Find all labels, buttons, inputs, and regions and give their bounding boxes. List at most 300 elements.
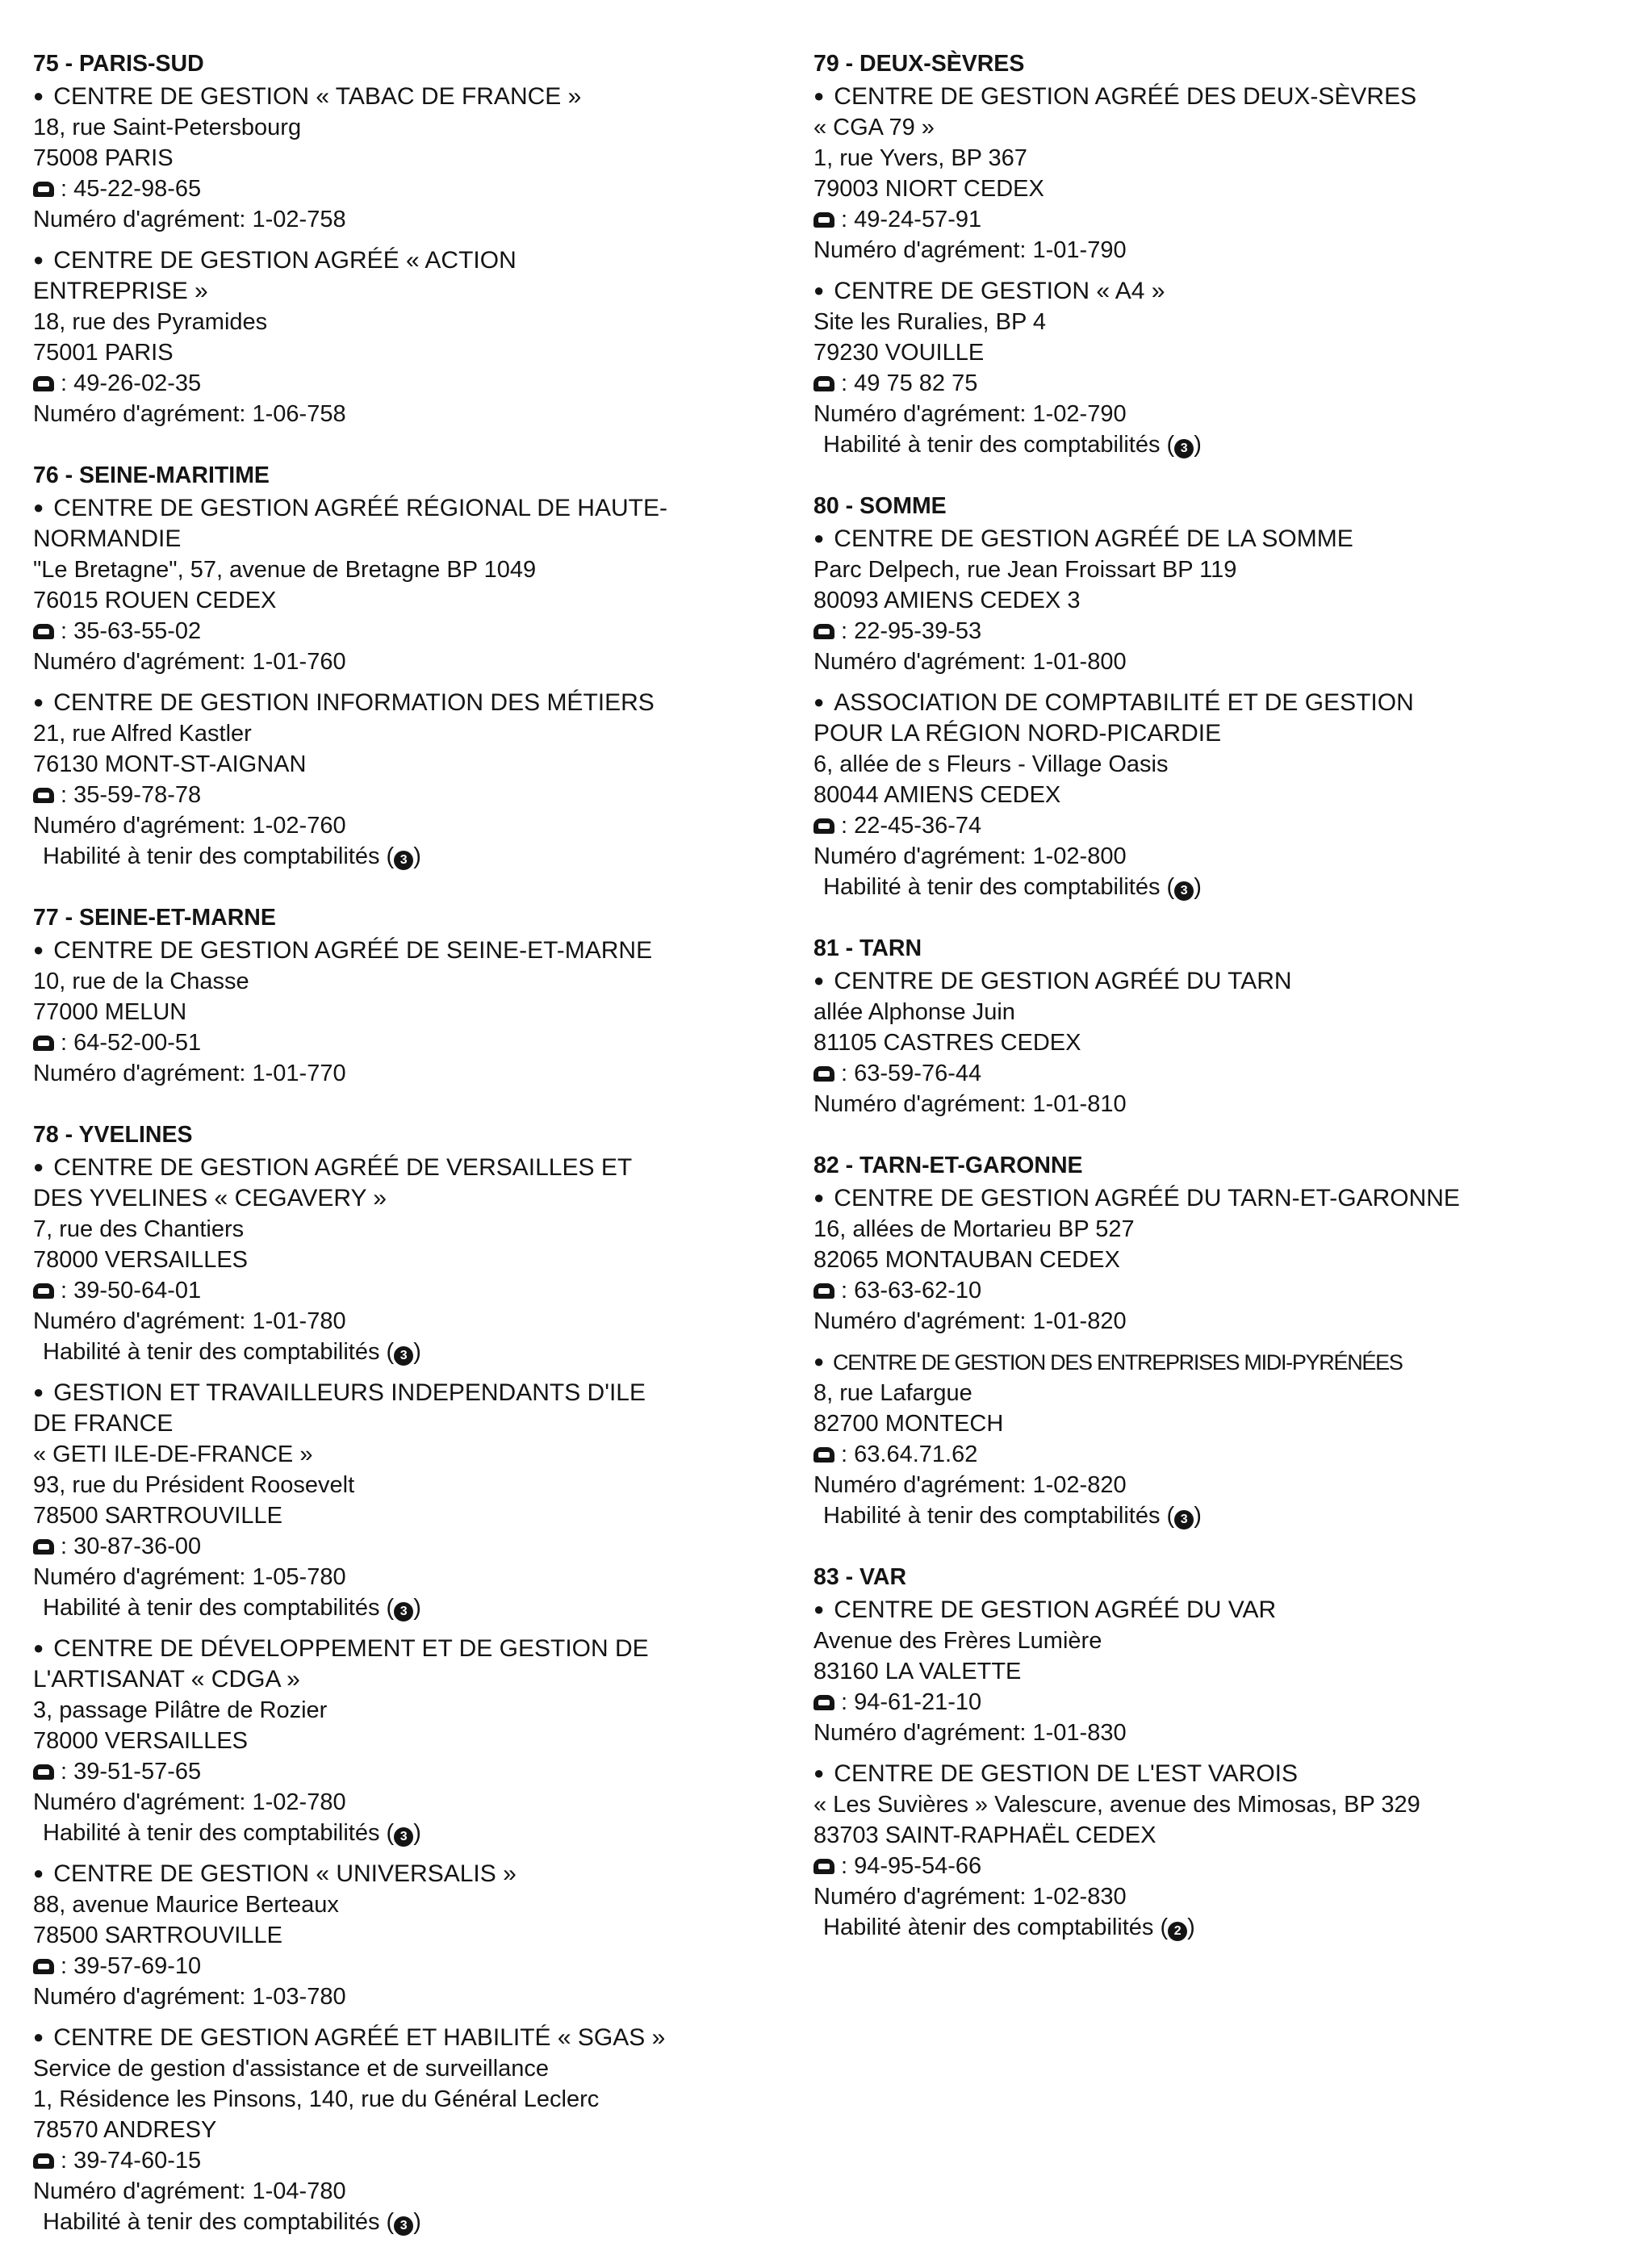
address-line: 78570 ANDRESY [33,2117,217,2143]
phone-separator: : [841,207,855,232]
phone-line [33,1951,792,1981]
phone-line [33,368,792,399]
telephone-icon [814,1859,834,1874]
center-name-continued: DES YVELINES « CEGAVERY » [33,1185,387,1211]
habilite-close: ) [413,843,421,869]
phone-line [33,1756,792,1787]
habilite-close: ) [1194,1503,1202,1529]
agrement-number: 1-01-810 [1032,1091,1127,1117]
center-entry [33,687,792,872]
center-name-text: CENTRE DE DÉVELOPPEMENT ET DE GESTION DE [53,1635,649,1662]
department-title: 75 - PARIS-SUD [33,51,204,77]
agrement-number: 1-02-790 [1032,401,1127,427]
address-line: 88, avenue Maurice Berteaux [33,1892,339,1918]
department-title: 80 - SOMME [814,493,947,519]
circled-number-icon: 3 [394,1602,413,1621]
bullet-icon: ● [814,1599,825,1619]
telephone-icon [33,2153,54,2169]
phone-line [814,1275,1600,1306]
phone-number: 35-59-78-78 [73,782,202,808]
department-section [814,48,1600,460]
habilite-text: Habilité à tenir des comptabilités ( [43,1820,395,1846]
bullet-icon: ● [33,1382,44,1402]
center-name-text: CENTRE DE GESTION AGRÉÉ DU TARN-ET-GARONNE [834,1185,1460,1211]
phone-separator: : [841,813,855,839]
center-name [33,1858,792,1889]
center-entry [814,1182,1600,1337]
bullet-icon: ● [814,692,825,712]
habilite-close: ) [413,1339,421,1365]
phone-line [814,1058,1600,1089]
phone-line [814,616,1600,647]
center-name [814,275,1600,307]
department-title: 81 - TARN [814,935,922,961]
department-section [33,902,792,1089]
phone-line [814,810,1600,841]
agrement-number: 1-02-820 [1032,1472,1127,1498]
telephone-icon [33,1764,54,1780]
bullet-icon: ● [33,692,44,712]
address-line: 76130 MONT-ST-AIGNAN [33,751,307,777]
phone-separator: : [61,1953,74,1979]
agrement-label: Numéro d'agrément: [814,843,1033,869]
center-name [33,687,792,718]
telephone-icon [33,376,54,391]
telephone-icon [814,376,834,391]
agrement-label: Numéro d'agrément: [814,1308,1033,1334]
center-entry [814,523,1600,677]
center-name-continued: ENTREPRISE » [33,278,208,304]
agrement-number: 1-01-830 [1032,1720,1127,1746]
bullet-icon: ● [33,86,44,106]
address-line: « Les Suvières » Valescure, avenue des Mimosas, BP 329 [814,1792,1420,1818]
phone-separator: : [841,370,855,396]
bullet-icon: ● [814,1187,825,1207]
telephone-icon [814,1066,834,1082]
telephone-icon [33,182,54,197]
agrement-line [33,810,792,841]
agrement-number: 1-01-760 [252,649,346,675]
department-section [33,1119,792,2237]
agrement-label: Numéro d'agrément: [814,1091,1033,1117]
telephone-icon [33,624,54,639]
agrement-line [33,1058,792,1089]
center-name-text: CENTRE DE GESTION AGRÉÉ DE SEINE-ET-MARNE [53,937,653,964]
agrement-number: 1-03-780 [252,1984,346,2010]
circled-number-icon: 3 [1174,881,1194,901]
habilite-text: Habilité à tenir des comptabilités ( [823,874,1175,900]
center-entry [33,492,792,677]
center-name [814,1758,1600,1789]
agrement-line [814,399,1600,429]
address-line: 1, Résidence les Pinsons, 140, rue du Général Leclerc [33,2086,600,2112]
agrement-line [814,841,1600,872]
agrement-label: Numéro d'agrément: [814,649,1033,675]
department-title: 82 - TARN-ET-GARONNE [814,1153,1083,1178]
left-column [33,48,792,2268]
center-name [33,492,792,524]
agrement-line [33,1787,792,1818]
center-name [814,1346,1600,1378]
habilite-line [33,1592,792,1623]
agrement-line [33,2176,792,2207]
phone-separator: : [841,1442,855,1467]
circled-number-icon: 3 [394,1346,413,1366]
agrement-line [33,1562,792,1592]
department-section [33,48,792,429]
agrement-label: Numéro d'agrément: [33,813,253,839]
address-line: 6, allée de s Fleurs - Village Oasis [814,751,1169,777]
address-line: 76015 ROUEN CEDEX [33,588,277,613]
phone-separator: : [841,1853,855,1879]
habilite-text: Habilité à tenir des comptabilités ( [43,1595,395,1621]
agrement-label: Numéro d'agrément: [33,2178,253,2204]
address-line: 1, rue Yvers, BP 367 [814,145,1027,171]
agrement-line [33,204,792,235]
center-name-text: GESTION ET TRAVAILLEURS INDEPENDANTS D'ILE [53,1379,646,1406]
right-column [814,48,1600,1973]
center-entry [814,1594,1600,1748]
center-entry [814,1346,1600,1531]
agrement-line [814,235,1600,266]
habilite-text: Habilité àtenir des comptabilités ( [823,1914,1169,1940]
agrement-number: 1-02-830 [1032,1884,1127,1910]
agrement-line [814,1089,1600,1119]
habilite-line [814,872,1600,902]
address-line: 78000 VERSAILLES [33,1728,249,1754]
center-entry [814,965,1600,1119]
center-entry [814,687,1600,902]
address-line: 78500 SARTROUVILLE [33,1503,282,1529]
center-name [33,2022,792,2053]
center-name [33,935,792,966]
center-entry [33,81,792,235]
address-line: 78000 VERSAILLES [33,1247,249,1273]
phone-number: 63-59-76-44 [854,1061,982,1086]
bullet-icon: ● [814,528,825,548]
circled-number-icon: 3 [1174,439,1194,458]
address-line: 75001 PARIS [33,340,174,366]
phone-number: 45-22-98-65 [73,176,202,202]
agrement-line [814,1306,1600,1337]
center-name [33,1152,792,1183]
habilite-text: Habilité à tenir des comptabilités ( [823,432,1175,458]
circled-number-icon: 3 [394,851,413,870]
address-line: 16, allées de Mortarieu BP 527 [814,1216,1135,1242]
department-section [33,460,792,872]
center-name-continued: DE FRANCE [33,1410,174,1437]
address-line: allée Alphonse Juin [814,999,1015,1025]
center-name-text: CENTRE DE GESTION AGRÉÉ DES DEUX-SÈVRES [834,83,1417,110]
bullet-icon: ● [33,497,44,517]
address-line: 21, rue Alfred Kastler [33,721,252,747]
address-line: Avenue des Frères Lumière [814,1628,1102,1654]
phone-line [814,1439,1600,1470]
department-title: 83 - VAR [814,1564,907,1590]
phone-number: 39-50-64-01 [73,1278,202,1303]
department-section [814,491,1600,902]
agrement-line [33,1306,792,1337]
circled-number-icon: 3 [1174,1510,1194,1529]
center-name [814,965,1600,997]
department-title: 79 - DEUX-SÈVRES [814,51,1025,77]
habilite-line [814,1500,1600,1531]
telephone-icon [33,1959,54,1974]
habilite-line [33,2207,792,2237]
agrement-label: Numéro d'agrément: [814,1472,1033,1498]
habilite-close: ) [1187,1914,1195,1940]
center-name-text: CENTRE DE GESTION AGRÉÉ DE LA SOMME [834,525,1353,552]
phone-number: 30-87-36-00 [73,1534,202,1559]
phone-line [814,368,1600,399]
center-entry [33,935,792,1089]
telephone-icon [814,624,834,639]
address-line: « GETI ILE-DE-FRANCE » [33,1442,313,1467]
agrement-number: 1-05-780 [252,1564,346,1590]
address-line: 79230 VOUILLE [814,340,985,366]
bullet-icon: ● [814,1351,823,1371]
center-name-text: CENTRE DE GESTION AGRÉÉ DE VERSAILLES ET [53,1154,633,1181]
habilite-text: Habilité à tenir des comptabilités ( [43,843,395,869]
phone-number: 22-95-39-53 [854,618,982,644]
agrement-label: Numéro d'agrément: [814,1884,1033,1910]
bullet-icon: ● [33,1863,44,1883]
center-name [814,81,1600,112]
center-name-text: CENTRE DE GESTION AGRÉÉ RÉGIONAL DE HAUTE- [53,495,667,521]
phone-line [33,1027,792,1058]
phone-separator: : [841,1061,855,1086]
agrement-line [814,1470,1600,1500]
agrement-number: 1-02-780 [252,1789,346,1815]
habilite-line [814,1912,1600,1943]
center-entry [33,1152,792,1367]
bullet-icon: ● [814,280,825,300]
habilite-close: ) [413,1820,421,1846]
agrement-label: Numéro d'agrément: [33,401,253,427]
phone-number: 35-63-55-02 [73,618,202,644]
habilite-line [814,429,1600,460]
center-name-continued: L'ARTISANAT « CDGA » [33,1666,300,1693]
center-name-text: ASSOCIATION DE COMPTABILITÉ ET DE GESTION [834,689,1414,716]
telephone-icon [814,818,834,834]
agrement-label: Numéro d'agrément: [33,1308,253,1334]
bullet-icon: ● [33,2027,44,2047]
department-title: 78 - YVELINES [33,1122,193,1148]
center-name [814,687,1600,718]
phone-separator: : [61,1759,74,1785]
telephone-icon [33,1283,54,1299]
phone-number: 94-61-21-10 [854,1689,982,1715]
phone-separator: : [61,1030,74,1056]
agrement-number: 1-01-790 [1032,237,1127,263]
phone-number: 39-51-57-65 [73,1759,202,1785]
phone-number: 63.64.71.62 [854,1442,978,1467]
center-name-text: CENTRE DE GESTION INFORMATION DES MÉTIERS [53,689,655,716]
circled-number-icon: 3 [394,2216,413,2236]
address-line: Site les Ruralies, BP 4 [814,309,1046,335]
address-line: 83703 SAINT-RAPHAËL CEDEX [814,1822,1156,1848]
phone-line [814,1687,1600,1718]
telephone-icon [814,1695,834,1710]
phone-line [33,2145,792,2176]
phone-line [33,1275,792,1306]
address-line: 18, rue des Pyramides [33,309,268,335]
habilite-close: ) [413,2209,421,2235]
phone-separator: : [61,618,74,644]
department-title: 77 - SEINE-ET-MARNE [33,905,276,931]
center-name-continued: NORMANDIE [33,525,182,552]
phone-separator: : [61,1534,74,1559]
phone-line [33,1531,792,1562]
phone-number: 49-26-02-35 [73,370,202,396]
habilite-close: ) [1194,874,1202,900]
address-line: 80044 AMIENS CEDEX [814,782,1061,808]
phone-number: 22-45-36-74 [854,813,982,839]
phone-number: 63-63-62-10 [854,1278,982,1303]
habilite-text: Habilité à tenir des comptabilités ( [823,1503,1175,1529]
department-title: 76 - SEINE-MARITIME [33,462,270,488]
address-line: 80093 AMIENS CEDEX 3 [814,588,1081,613]
address-line: 79003 NIORT CEDEX [814,176,1044,202]
agrement-line [33,1981,792,2012]
bullet-icon: ● [33,1638,44,1658]
phone-separator: : [61,176,74,202]
center-name [814,1594,1600,1626]
address-line: "Le Bretagne", 57, avenue de Bretagne BP 1049 [33,557,537,583]
habilite-text: Habilité à tenir des comptabilités ( [43,1339,395,1365]
center-entry [33,1858,792,2012]
address-line: Service de gestion d'assistance et de surveillance [33,2056,550,2082]
address-line: 10, rue de la Chasse [33,969,249,994]
center-entry [814,81,1600,266]
center-entry [33,245,792,429]
phone-number: 39-57-69-10 [73,1953,202,1979]
address-line: 83160 LA VALETTE [814,1659,1022,1684]
center-name-text: CENTRE DE GESTION AGRÉÉ DU TARN [834,968,1292,994]
center-entry [33,1633,792,1848]
center-name [33,1633,792,1664]
center-name-text: CENTRE DE GESTION AGRÉÉ « ACTION [53,247,517,274]
address-line: 8, rue Lafargue [814,1380,972,1406]
phone-number: 39-74-60-15 [73,2148,202,2174]
address-line: 75008 PARIS [33,145,174,171]
address-line: 81105 CASTRES CEDEX [814,1030,1081,1056]
phone-separator: : [841,618,855,644]
habilite-line [33,1337,792,1367]
habilite-text: Habilité à tenir des comptabilités ( [43,2209,395,2235]
agrement-number: 1-01-770 [252,1061,346,1086]
agrement-label: Numéro d'agrément: [33,207,253,232]
phone-line [814,1851,1600,1881]
phone-separator: : [61,370,74,396]
department-section [814,1150,1600,1531]
bullet-icon: ● [814,86,825,106]
center-name-text: CENTRE DE GESTION DES ENTREPRISES MIDI-PYRÉNÉES [833,1350,1403,1375]
address-line: 93, rue du Président Roosevelt [33,1472,355,1498]
agrement-label: Numéro d'agrément: [814,237,1033,263]
agrement-number: 1-02-758 [252,207,346,232]
center-name [33,1377,792,1408]
circled-number-icon: 3 [394,1827,413,1847]
center-name [814,523,1600,554]
center-name [33,81,792,112]
phone-number: 64-52-00-51 [73,1030,202,1056]
center-name [33,245,792,276]
phone-line [814,204,1600,235]
agrement-number: 1-04-780 [252,2178,346,2204]
phone-separator: : [841,1278,855,1303]
center-entry [33,2022,792,2237]
habilite-close: ) [413,1595,421,1621]
telephone-icon [814,1283,834,1299]
phone-separator: : [841,1689,855,1715]
phone-number: 94-95-54-66 [854,1853,982,1879]
bullet-icon: ● [33,939,44,960]
telephone-icon [33,1539,54,1555]
address-line: 18, rue Saint-Petersbourg [33,115,302,140]
center-name-text: CENTRE DE GESTION « A4 » [834,278,1165,304]
phone-number: 49 75 82 75 [854,370,978,396]
phone-separator: : [61,782,74,808]
phone-line [33,780,792,810]
agrement-number: 1-01-820 [1032,1308,1127,1334]
phone-number: 49-24-57-91 [854,207,982,232]
bullet-icon: ● [814,970,825,990]
address-line: Parc Delpech, rue Jean Froissart BP 119 [814,557,1237,583]
center-name-text: CENTRE DE GESTION AGRÉÉ ET HABILITÉ « SGAS » [53,2024,666,2051]
bullet-icon: ● [33,249,44,270]
agrement-number: 1-02-760 [252,813,346,839]
agrement-label: Numéro d'agrément: [33,1564,253,1590]
center-entry [814,1758,1600,1943]
center-name-text: CENTRE DE GESTION « UNIVERSALIS » [53,1860,517,1887]
address-line: 7, rue des Chantiers [33,1216,245,1242]
agrement-line [33,399,792,429]
department-section [814,1562,1600,1943]
phone-separator: : [61,2148,74,2174]
telephone-icon [33,788,54,803]
telephone-icon [33,1036,54,1051]
center-name-continued: POUR LA RÉGION NORD-PICARDIE [814,720,1222,747]
agrement-number: 1-06-758 [252,401,346,427]
bullet-icon: ● [814,1763,825,1783]
circled-number-icon: 2 [1168,1922,1187,1941]
address-line: 77000 MELUN [33,999,187,1025]
address-line: « CGA 79 » [814,115,935,140]
habilite-line [33,1818,792,1848]
phone-separator: : [61,1278,74,1303]
agrement-line [814,1718,1600,1748]
center-entry [33,1377,792,1623]
phone-line [33,174,792,204]
agrement-label: Numéro d'agrément: [814,1720,1033,1746]
agrement-number: 1-01-800 [1032,649,1127,675]
bullet-icon: ● [33,1157,44,1177]
agrement-line [814,647,1600,677]
telephone-icon [814,212,834,228]
agrement-label: Numéro d'agrément: [33,1984,253,2010]
agrement-line [814,1881,1600,1912]
phone-line [33,616,792,647]
center-name-text: CENTRE DE GESTION « TABAC DE FRANCE » [53,83,582,110]
department-section [814,933,1600,1119]
address-line: 82700 MONTECH [814,1411,1004,1437]
center-name-text: CENTRE DE GESTION AGRÉÉ DU VAR [834,1596,1277,1623]
agrement-label: Numéro d'agrément: [33,1789,253,1815]
agrement-label: Numéro d'agrément: [814,401,1033,427]
center-name [814,1182,1600,1214]
address-line: 78500 SARTROUVILLE [33,1923,282,1948]
